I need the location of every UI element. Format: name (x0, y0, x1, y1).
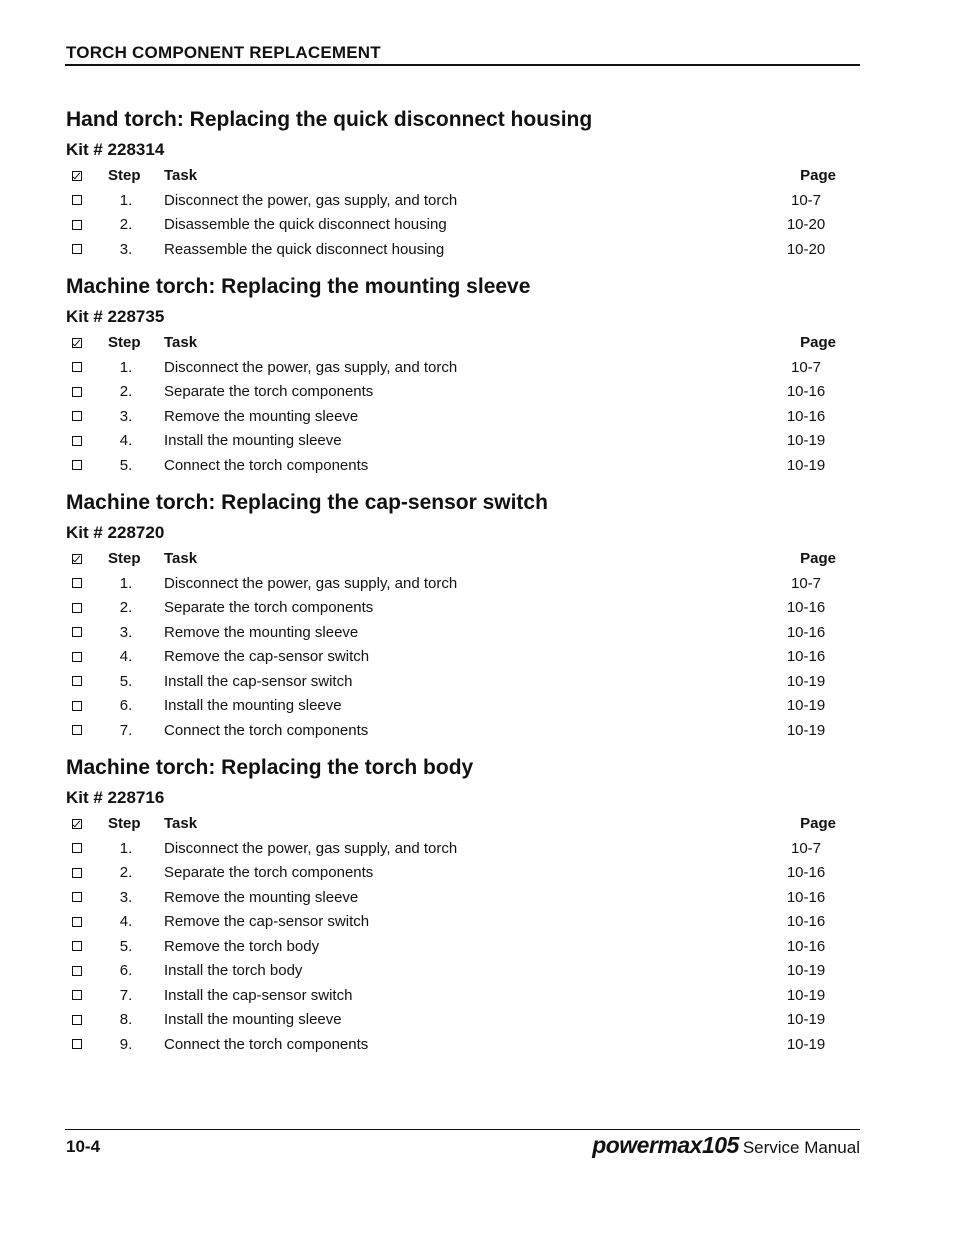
step-number: 8. (119, 1011, 133, 1028)
task-description: Separate the torch components (164, 383, 374, 400)
checkbox[interactable] (72, 966, 82, 976)
checkbox[interactable] (72, 990, 82, 1000)
checked-box-icon (72, 171, 82, 181)
task-description: Separate the torch components (164, 599, 374, 616)
checkbox[interactable] (72, 362, 82, 372)
table-row (66, 189, 836, 214)
page-reference: 10-16 (786, 913, 826, 930)
checkbox[interactable] (72, 843, 82, 853)
checkbox[interactable] (72, 220, 82, 230)
task-description: Remove the torch body (164, 937, 320, 955)
checkbox[interactable] (72, 603, 82, 613)
page-reference: 10-19 (786, 672, 826, 690)
page-reference: 10-19 (786, 1011, 826, 1028)
footer-divider (65, 1129, 860, 1130)
step-number: 5. (119, 456, 133, 474)
step-number: 2. (119, 216, 133, 233)
checkbox[interactable] (72, 868, 82, 878)
page-reference: 10-7 (790, 839, 822, 857)
task-description: Reassemble the quick disconnect housing (164, 240, 445, 258)
checkbox[interactable] (72, 941, 82, 951)
task-column-header: Task (164, 815, 198, 832)
checked-box-icon (72, 819, 82, 829)
step-number: 2. (119, 599, 133, 616)
step-column-header: Step (108, 815, 141, 832)
task-description: Disconnect the power, gas supply, and torch (164, 191, 458, 209)
step-number: 1. (119, 358, 133, 376)
table-row (66, 694, 836, 719)
task-description: Remove the cap-sensor switch (164, 913, 370, 930)
task-description: Disconnect the power, gas supply, and torch (164, 574, 458, 592)
step-number: 1. (119, 574, 133, 592)
page-reference: 10-16 (786, 599, 826, 616)
checkbox[interactable] (72, 195, 82, 205)
table-row (66, 837, 836, 862)
task-description: Disassemble the quick disconnect housing (164, 216, 447, 233)
table-row (66, 1008, 836, 1033)
step-number: 1. (119, 191, 133, 209)
table-row (66, 380, 836, 405)
page-reference: 10-16 (786, 864, 826, 881)
brand-suffix: Service Manual (742, 1138, 860, 1157)
checkbox[interactable] (72, 627, 82, 637)
task-description: Install the cap-sensor switch (164, 986, 353, 1004)
table-row (66, 910, 836, 935)
page-reference: 10-16 (786, 888, 826, 906)
page-reference: 10-16 (786, 937, 826, 955)
table-row (66, 935, 836, 960)
task-description: Connect the torch components (164, 1035, 369, 1053)
step-number: 6. (119, 697, 133, 714)
checkbox[interactable] (72, 917, 82, 927)
step-number: 5. (119, 672, 133, 690)
step-number: 7. (119, 986, 133, 1004)
kit-number: Kit # 228716 (66, 788, 165, 807)
step-number: 3. (119, 888, 133, 906)
section-title: Machine torch: Replacing the cap-sensor switch (66, 491, 548, 514)
table-row (66, 238, 836, 263)
task-description: Remove the mounting sleeve (164, 407, 359, 425)
step-number: 3. (119, 240, 133, 258)
kit-number: Kit # 228314 (66, 140, 165, 159)
page-reference: 10-19 (786, 432, 826, 449)
step-number: 3. (119, 623, 133, 641)
page-reference: 10-16 (786, 383, 826, 400)
task-description: Install the mounting sleeve (164, 697, 342, 714)
table-row (66, 886, 836, 911)
table-row (66, 596, 836, 621)
table-row (66, 429, 836, 454)
page-reference: 10-7 (790, 191, 822, 209)
table-row (66, 213, 836, 238)
checkbox[interactable] (72, 676, 82, 686)
step-number: 6. (119, 962, 133, 979)
table-row (66, 1033, 836, 1058)
page-reference: 10-19 (786, 1035, 826, 1053)
checkbox[interactable] (72, 387, 82, 397)
table-row (66, 645, 836, 670)
step-number: 5. (119, 937, 133, 955)
step-number: 1. (119, 839, 133, 857)
page-reference: 10-19 (786, 721, 826, 739)
checkbox[interactable] (72, 578, 82, 588)
table-row (66, 405, 836, 430)
page-reference: 10-16 (786, 648, 826, 665)
page-reference: 10-16 (786, 623, 826, 641)
task-table (66, 331, 836, 478)
table-header-row (66, 331, 836, 356)
page-reference: 10-20 (786, 240, 826, 258)
step-column-header: Step (108, 334, 141, 351)
task-section (66, 273, 836, 478)
table-header-row (66, 547, 836, 572)
checked-box-icon (72, 554, 82, 564)
step-number: 3. (119, 407, 133, 425)
section-title: Machine torch: Replacing the torch body (66, 756, 474, 779)
step-number: 4. (119, 648, 133, 665)
table-row (66, 959, 836, 984)
table-row (66, 621, 836, 646)
task-section (66, 754, 836, 1057)
task-section (66, 489, 836, 743)
checklist-content (66, 106, 836, 1068)
task-description: Connect the torch components (164, 456, 369, 474)
step-column-header: Step (108, 167, 141, 184)
kit-number: Kit # 228720 (66, 523, 165, 542)
task-section (66, 106, 836, 262)
page-reference: 10-19 (786, 456, 826, 474)
task-table (66, 812, 836, 1057)
page-number: 10-4 (66, 1137, 101, 1156)
table-row (66, 454, 836, 479)
step-column-header: Step (108, 550, 141, 567)
step-number: 9. (119, 1035, 133, 1053)
task-table (66, 547, 836, 743)
checkbox[interactable] (72, 436, 82, 446)
table-row (66, 719, 836, 744)
task-description: Connect the torch components (164, 721, 369, 739)
checked-box-icon (72, 338, 82, 348)
task-description: Install the mounting sleeve (164, 1011, 342, 1028)
checkbox[interactable] (72, 892, 82, 902)
section-header-title: TORCH COMPONENT REPLACEMENT (66, 43, 381, 62)
page-reference: 10-19 (786, 986, 826, 1004)
page-reference: 10-20 (786, 216, 826, 233)
checkbox[interactable] (72, 725, 82, 735)
task-description: Disconnect the power, gas supply, and torch (164, 358, 458, 376)
checkbox[interactable] (72, 460, 82, 470)
task-column-header: Task (164, 550, 198, 567)
step-number: 7. (119, 721, 133, 739)
table-row (66, 572, 836, 597)
task-description: Disconnect the power, gas supply, and torch (164, 839, 458, 857)
table-header-row (66, 812, 836, 837)
page-reference: 10-19 (786, 962, 826, 979)
section-title: Hand torch: Replacing the quick disconnect housing (66, 108, 593, 131)
page-reference: 10-7 (790, 358, 822, 376)
task-table (66, 164, 836, 262)
checkbox[interactable] (72, 244, 82, 254)
checkbox[interactable] (72, 1039, 82, 1049)
kit-number: Kit # 228735 (66, 307, 165, 326)
checkbox[interactable] (72, 1015, 82, 1025)
page-column-header: Page (800, 550, 836, 567)
table-row (66, 984, 836, 1009)
task-description: Remove the cap-sensor switch (164, 648, 370, 665)
checkbox[interactable] (72, 701, 82, 711)
table-row (66, 356, 836, 381)
step-number: 4. (119, 913, 133, 930)
section-title: Machine torch: Replacing the mounting sleeve (66, 275, 531, 298)
checkbox[interactable] (72, 411, 82, 421)
task-description: Install the torch body (164, 962, 303, 979)
task-description: Install the mounting sleeve (164, 432, 342, 449)
header-divider (65, 64, 860, 66)
task-description: Remove the mounting sleeve (164, 623, 359, 641)
footer-brand (592, 1132, 860, 1159)
step-number: 2. (119, 864, 133, 881)
task-description: Separate the torch components (164, 864, 374, 881)
step-number: 4. (119, 432, 133, 449)
page-column-header: Page (800, 334, 836, 351)
brand-logo: powermax105 (592, 1132, 739, 1158)
task-description: Install the cap-sensor switch (164, 672, 353, 690)
page-reference: 10-16 (786, 407, 826, 425)
page-reference: 10-19 (786, 697, 826, 714)
task-column-header: Task (164, 167, 198, 184)
step-number: 2. (119, 383, 133, 400)
page-column-header: Page (800, 167, 836, 184)
task-description: Remove the mounting sleeve (164, 888, 359, 906)
task-column-header: Task (164, 334, 198, 351)
checkbox[interactable] (72, 652, 82, 662)
table-row (66, 861, 836, 886)
table-header-row (66, 164, 836, 189)
page-column-header: Page (800, 815, 836, 832)
page-reference: 10-7 (790, 574, 822, 592)
table-row (66, 670, 836, 695)
